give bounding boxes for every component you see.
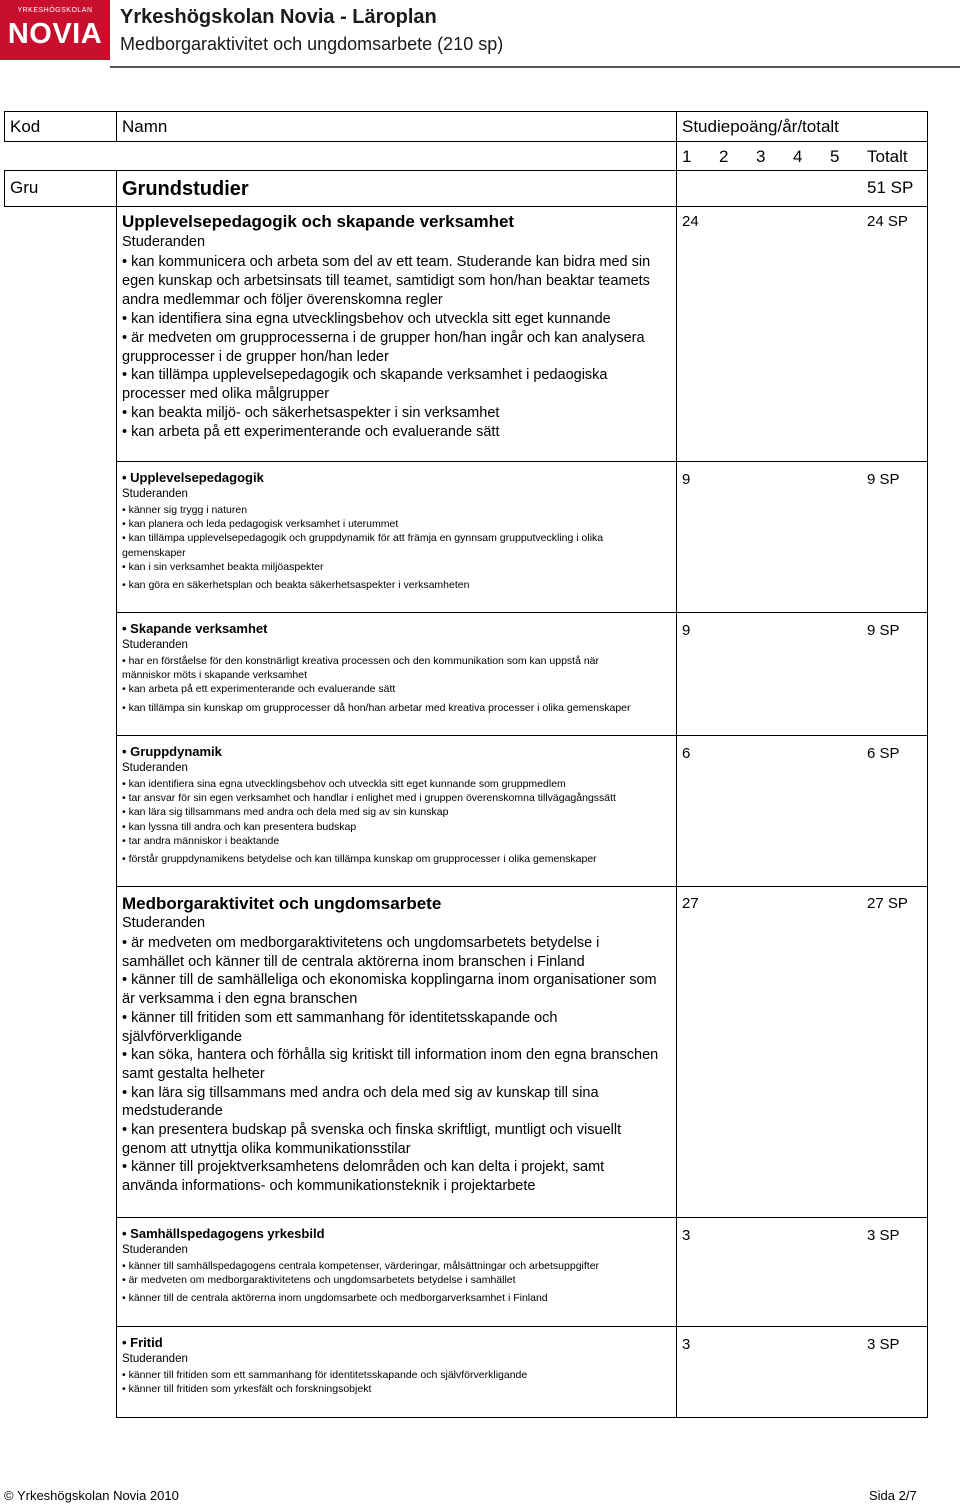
table-row-divider	[4, 111, 928, 112]
course-outcome-line: • kan göra en säkerhetsplan och beakta säkerhetsaspekter i verksamheten	[122, 579, 470, 591]
year-label-3: 3	[756, 147, 766, 166]
course-outcome-line: • kan tillämpa upplevelsepedagogik och gruppdynamik för att främja en gynnsam grupputveckling i olika	[122, 532, 604, 545]
course-outcome-line: • känner till fritiden som ett sammanhang för identitetsskapande och självförverkligande	[122, 1369, 528, 1381]
document-subtitle: Medborgaraktivitet och ungdomsarbete (210 sp)	[120, 34, 504, 54]
course-outcome-line: • kan planera och leda pedagogisk verksamhet i uterummet	[122, 518, 399, 531]
course-outcome-line: • är medveten om grupprocesserna i de grupper hon/han ingår och kan analysera	[122, 329, 645, 346]
course-studeranden-label: Studeranden	[122, 234, 206, 250]
course-outcome-line: • känner sig trygg i naturen	[122, 504, 248, 516]
course-outcome-line: • känner till projektverksamhetens delområden och kan delta i projekt, samt	[122, 1159, 605, 1176]
course-year1-credits: 9	[682, 471, 691, 488]
course-outcome-line: använda informations- och kommunikationsteknik i projektarbete	[122, 1178, 536, 1195]
course-outcome-line: • kan arbeta på ett experimenterande och evaluerande sätt	[122, 424, 500, 441]
course-title: • Skapande verksamhet	[122, 621, 268, 636]
course-total-credits: 9 SP	[867, 471, 900, 488]
course-total-credits: 9 SP	[867, 622, 900, 639]
course-outcome-line: självförverkligande	[122, 1028, 243, 1045]
course-outcome-line: samt gestalta helheter	[122, 1065, 265, 1082]
course-outcome-line: processer med olika målgrupper	[122, 386, 330, 403]
course-outcome-line: • förstår gruppdynamikens betydelse och kan tillämpa kunskap om grupprocesser i olika gemenskaper	[122, 853, 597, 865]
course-outcome-line: • kan lära sig tillsammans med andra och dela med sig av sin kunskap	[122, 806, 449, 819]
table-col-divider	[116, 111, 117, 141]
course-total-credits: 6 SP	[867, 745, 900, 762]
course-outcome-line: • kan arbeta på ett experimenterande och evaluerande sätt	[122, 683, 396, 696]
table-row-divider	[116, 1326, 928, 1327]
course-outcome-line: • kan lära sig tillsammans med andra och dela med sig av kunskap till sina	[122, 1084, 599, 1101]
course-outcome-line: andra medlemmar och följer överenskomna regler	[122, 291, 443, 308]
course-title: • Fritid	[122, 1335, 163, 1350]
table-row-divider	[116, 1217, 928, 1218]
group-name: Grundstudier	[122, 178, 249, 200]
course-outcome-line: • tar andra människor i beaktande	[122, 834, 280, 847]
course-studeranden-label: Studeranden	[122, 915, 206, 931]
course-outcome-line: genom att utnyttja olika kommunikationsstilar	[122, 1140, 411, 1157]
course-outcome-line: • kan presentera budskap på svenska och finska skriftligt, muntligt och visuellt	[122, 1122, 622, 1138]
year-label-5: 5	[830, 147, 840, 166]
course-outcome-line: • är medveten om medborgaraktivitetens och ungdomsarbetets betydelse i	[122, 935, 600, 951]
course-outcome-line: • känner till samhällspedagogens centrala kompetenser, värderingar, målsättningar och arbetsuppgifter	[122, 1260, 600, 1272]
group-total: 51 SP	[867, 178, 914, 197]
table-row-divider	[4, 206, 928, 207]
course-outcome-line: • kan tillämpa sin kunskap om grupprocesser då hon/han arbetar med kreativa processer i olika gemenskaper	[122, 701, 631, 714]
footer-page-number: Sida 2/7	[869, 1488, 917, 1503]
column-header-namn: Namn	[122, 117, 168, 136]
course-title: • Gruppdynamik	[122, 744, 222, 759]
column-header-studiepoang: Studiepoäng/år/totalt	[682, 117, 839, 136]
course-outcome-line: egen kunskap och arbetsinsats till teamet, samtidigt som hon/han beaktar teamets	[122, 272, 650, 289]
table-col-divider	[676, 111, 677, 1418]
course-outcome-line: • är medveten om medborgaraktivitetens och ungdomsarbetets betydelse i samhället	[122, 1274, 516, 1287]
course-year1-credits: 24	[682, 213, 699, 230]
course-outcome-line: är verksamma i den egna branschen	[122, 991, 358, 1008]
course-outcome-line: människor möts i skapande verksamhet	[122, 669, 307, 682]
table-row-divider	[116, 1417, 928, 1418]
course-outcome-line: • känner till fritiden som ett sammanhang för identitetsskapande och	[122, 1009, 558, 1026]
course-outcome-line: • kan kommunicera och arbeta som del av ett team. Studerande kan bidra med sin	[122, 254, 651, 270]
year-label-totalt: Totalt	[867, 147, 908, 166]
course-outcome-line: • känner till de centrala aktörerna inom ungdomsarbete och medborgarverksamhet i Finland	[122, 1292, 548, 1305]
table-border-left	[4, 170, 5, 206]
course-outcome-line: • kan beakta miljö- och säkerhetsaspekter i sin verksamhet	[122, 405, 500, 422]
logo-small-text: YRKESHÖGSKOLAN	[17, 7, 93, 14]
table-row-divider	[116, 735, 928, 736]
course-year1-credits: 3	[682, 1336, 691, 1353]
table-col-divider	[116, 170, 117, 1418]
table-row-divider	[116, 886, 928, 887]
course-title: Medborgaraktivitet och ungdomsarbete	[122, 894, 442, 913]
course-outcome-line: • känner till de samhälleliga och ekonomiska kopplingarna inom organisationer som	[122, 972, 657, 989]
course-title: • Samhällspedagogens yrkesbild	[122, 1226, 325, 1241]
course-outcome-line: • kan identifiera sina egna utvecklingsbehov och utveckla sitt eget kunnande	[122, 310, 611, 327]
course-outcome-line: gemenskaper	[122, 546, 186, 559]
course-total-credits: 3 SP	[867, 1336, 900, 1353]
course-outcome-line: samhället och känner till de centrala aktörerna inom branschen i Finland	[122, 953, 585, 970]
course-total-credits: 24 SP	[867, 213, 908, 230]
course-total-credits: 3 SP	[867, 1227, 900, 1244]
course-year1-credits: 9	[682, 622, 691, 639]
course-outcome-line: • kan i sin verksamhet beakta miljöaspekter	[122, 560, 324, 573]
table-row-divider	[116, 612, 928, 613]
course-outcome-line: • tar ansvar för sin egen verksamhet och handlar i enlighet med i gruppen överenskomna tillvägagångssätt	[122, 792, 616, 805]
year-label-1: 1	[682, 147, 692, 166]
course-outcome-line: • kan söka, hantera och förhålla sig kritiskt till information inom den egna branschen	[122, 1047, 659, 1064]
table-border-right	[927, 111, 928, 1418]
group-code: Gru	[10, 178, 39, 197]
course-outcome-line: • har en förståelse för den konstnärligt kreativa processen och den kommunikation som kan uppstå när	[122, 655, 600, 667]
course-outcome-line: • kan tillämpa upplevelsepedagogik och skapande verksamhet i pedaogiska	[122, 367, 608, 384]
course-year1-credits: 27	[682, 895, 699, 912]
course-studeranden-label: Studeranden	[122, 488, 188, 500]
course-outcome-line: • kan lyssna till andra och kan presentera budskap	[122, 820, 357, 833]
table-border-left	[4, 111, 5, 141]
year-label-2: 2	[719, 147, 729, 166]
course-studeranden-label: Studeranden	[122, 1244, 188, 1256]
footer-copyright: © Yrkeshögskolan Novia 2010	[4, 1488, 179, 1503]
course-studeranden-label: Studeranden	[122, 762, 188, 774]
course-outcome-line: grupprocesser i de grupper hon/han leder	[122, 348, 389, 365]
course-year1-credits: 6	[682, 745, 691, 762]
course-outcome-line: • känner till fritiden som yrkesfält och forskningsobjekt	[122, 1383, 372, 1396]
course-studeranden-label: Studeranden	[122, 1353, 188, 1365]
table-row-divider	[116, 461, 928, 462]
table-row-divider	[4, 141, 928, 142]
course-year1-credits: 3	[682, 1227, 691, 1244]
course-total-credits: 27 SP	[867, 895, 908, 912]
year-label-4: 4	[793, 147, 803, 166]
header-divider	[110, 66, 960, 68]
column-header-kod: Kod	[10, 117, 41, 136]
course-studeranden-label: Studeranden	[122, 639, 188, 651]
course-title: Upplevelsepedagogik och skapande verksamhet	[122, 212, 515, 231]
novia-logo	[0, 0, 110, 60]
course-outcome-line: medstuderande	[122, 1103, 223, 1120]
table-row-divider	[4, 170, 928, 171]
logo-big-text: NOVIA	[7, 18, 103, 50]
course-title: • Upplevelsepedagogik	[122, 470, 264, 485]
document-title: Yrkeshögskolan Novia - Läroplan	[120, 6, 437, 28]
course-outcome-line: • kan identifiera sina egna utvecklingsbehov och utveckla sitt eget kunnande som gruppmedlem	[122, 778, 566, 790]
